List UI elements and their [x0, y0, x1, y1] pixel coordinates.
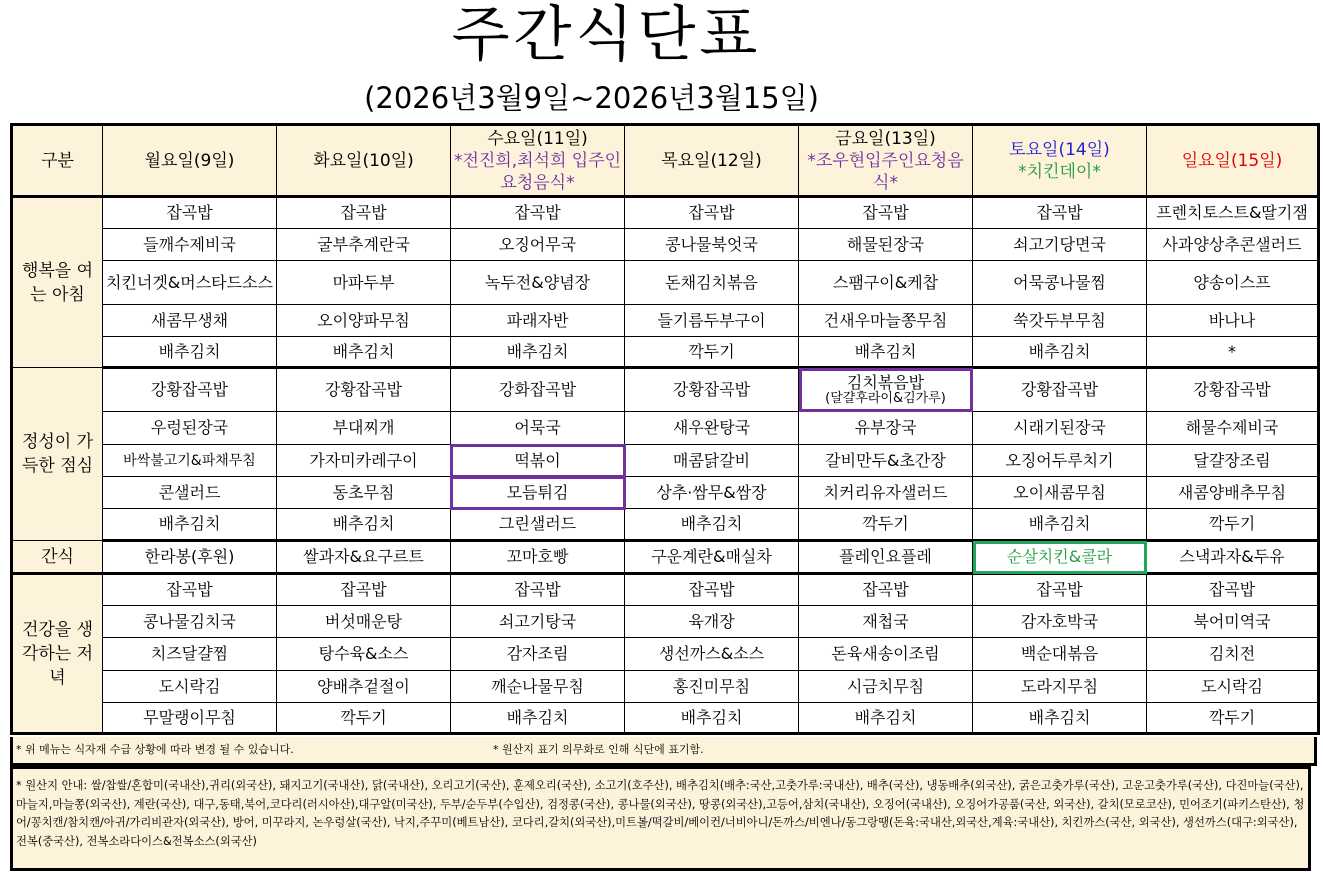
menu-cell: 돈육새송이조림: [799, 638, 973, 671]
day-label: 월요일(9일): [144, 150, 235, 171]
menu-cell: 들깨수제비국: [103, 229, 277, 261]
menu-cell: 재첩국: [799, 606, 973, 638]
menu-cell: 배추김치: [451, 703, 625, 734]
day-label: 목요일(12일): [661, 150, 762, 171]
menu-cell: 양송이스프: [1147, 261, 1319, 305]
menu-cell: 잡곡밥: [625, 197, 799, 229]
menu-cell: 오이양파무침: [277, 305, 451, 337]
lunch-label: 정성이 가득한 점심: [12, 368, 103, 541]
menu-cell: 잡곡밥: [451, 574, 625, 606]
menu-cell: 플레인요플레: [799, 541, 973, 574]
menu-cell: 돈채김치볶음: [625, 261, 799, 305]
menu-cell: 도시락김: [1147, 671, 1319, 703]
menu-cell: 잡곡밥: [277, 197, 451, 229]
menu-cell: 구운계란&매실차: [625, 541, 799, 574]
breakfast-row: [12, 197, 1319, 229]
menu-cell-highlight: 순살치킨&콜라: [973, 541, 1147, 574]
menu-cell: 꼬마호빵: [451, 541, 625, 574]
menu-cell: 배추김치: [103, 509, 277, 541]
menu-cell: 파래자반: [451, 305, 625, 337]
menu-cell: 쌀과자&요구르트: [277, 541, 451, 574]
menu-cell: 잡곡밥: [799, 574, 973, 606]
menu-item: 김치볶음밥: [846, 373, 925, 392]
menu-cell: 배추김치: [451, 337, 625, 368]
dinner-row: [12, 606, 1319, 638]
menu-cell: 강황잡곡밥: [625, 368, 799, 412]
menu-cell: 유부장국: [799, 412, 973, 445]
menu-cell: 잡곡밥: [973, 197, 1147, 229]
day-label: 화요일(10일): [313, 150, 414, 171]
menu-cell: 깍두기: [625, 337, 799, 368]
menu-cell: 치커리유자샐러드: [799, 477, 973, 509]
menu-cell: 어묵국: [451, 412, 625, 445]
menu-cell: 잡곡밥: [1147, 574, 1319, 606]
snack-row: [12, 541, 1319, 574]
day-header-fri: [799, 125, 973, 197]
lunch-row: [12, 412, 1319, 445]
breakfast-row: [12, 261, 1319, 305]
menu-cell: 우렁된장국: [103, 412, 277, 445]
menu-cell: 사과양상추콘샐러드: [1147, 229, 1319, 261]
header-row: [12, 125, 1319, 197]
menu-item-sub: (달걀후라이&김가루): [825, 391, 946, 406]
menu-cell: *: [1147, 337, 1319, 368]
day-label: 토요일(14일): [1009, 139, 1110, 160]
page-title: 주간식단표: [451, 0, 762, 70]
menu-cell: 잡곡밥: [277, 574, 451, 606]
menu-cell: 버섯매운탕: [277, 606, 451, 638]
day-label: 수요일(11일): [487, 128, 588, 149]
menu-cell: 바나나: [1147, 305, 1319, 337]
menu-cell: 스낵과자&두유: [1147, 541, 1319, 574]
menu-cell: 들기름두부구이: [625, 305, 799, 337]
menu-cell: 배추김치: [799, 703, 973, 734]
breakfast-row: [12, 229, 1319, 261]
menu-cell: 어묵콩나물찜: [973, 261, 1147, 305]
menu-cell: 오이새콤무침: [973, 477, 1147, 509]
menu-cell: 깍두기: [1147, 703, 1319, 734]
lunch-row: [12, 477, 1319, 509]
menu-cell: 쇠고기당면국: [973, 229, 1147, 261]
notice-left: * 위 메뉴는 식자재 수급 상황에 따라 변경 될 수 있습니다.: [16, 743, 294, 756]
dinner-row: [12, 638, 1319, 671]
menu-cell: 북어미역국: [1147, 606, 1319, 638]
lunch-row: [12, 509, 1319, 541]
day-note: *치킨데이*: [1018, 161, 1101, 182]
menu-cell: 배추김치: [625, 703, 799, 734]
menu-cell: 마파두부: [277, 261, 451, 305]
menu-cell: 강황잡곡밥: [103, 368, 277, 412]
menu-cell: 강황잡곡밥: [277, 368, 451, 412]
menu-cell: 양배추겉절이: [277, 671, 451, 703]
menu-cell: 감자호박국: [973, 606, 1147, 638]
menu-cell: 매콤닭갈비: [625, 445, 799, 477]
menu-cell: 잡곡밥: [103, 197, 277, 229]
menu-cell: 도시락김: [103, 671, 277, 703]
dinner-row: [12, 703, 1319, 734]
menu-cell: 새콤양배추무침: [1147, 477, 1319, 509]
menu-cell: 강황잡곡밥: [973, 368, 1147, 412]
menu-cell: 콘샐러드: [103, 477, 277, 509]
menu-cell: 강황잡곡밥: [1147, 368, 1319, 412]
menu-cell: 콩나물김치국: [103, 606, 277, 638]
day-note: *조우현입주인요청음식*: [807, 150, 964, 193]
menu-cell: 건새우마늘쫑무침: [799, 305, 973, 337]
breakfast-row: [12, 305, 1319, 337]
menu-cell: 쇠고기탕국: [451, 606, 625, 638]
menu-cell: 잡곡밥: [103, 574, 277, 606]
menu-cell: 달걀장조림: [1147, 445, 1319, 477]
menu-cell: 배추김치: [973, 703, 1147, 734]
menu-cell: 깍두기: [1147, 509, 1319, 541]
menu-cell: 가자미카레구이: [277, 445, 451, 477]
breakfast-label: 행복을 여는 아침: [12, 197, 103, 368]
menu-cell-highlight: 모듬튀김: [451, 477, 625, 509]
menu-period: (2026년3월9일~2026년3월15일): [364, 81, 819, 115]
snack-label: 간식: [12, 541, 103, 574]
menu-cell: 새콤무생채: [103, 305, 277, 337]
menu-cell: 육개장: [625, 606, 799, 638]
menu-cell: 강화잡곡밥: [451, 368, 625, 412]
menu-cell: 잡곡밥: [451, 197, 625, 229]
menu-cell: 배추김치: [973, 509, 1147, 541]
menu-cell: 잡곡밥: [973, 574, 1147, 606]
menu-cell: 생선까스&소스: [625, 638, 799, 671]
category-header: 구분: [12, 125, 103, 197]
menu-cell: 녹두전&양념장: [451, 261, 625, 305]
menu-cell: 상추·쌈무&쌈장: [625, 477, 799, 509]
menu-cell: 깍두기: [799, 509, 973, 541]
menu-cell: 무말랭이무침: [103, 703, 277, 734]
menu-cell: 감자조림: [451, 638, 625, 671]
menu-cell: 배추김치: [799, 337, 973, 368]
menu-cell: 깨순나물무침: [451, 671, 625, 703]
menu-cell: 도라지무침: [973, 671, 1147, 703]
day-note: *전진희,최석희 입주인요청음식*: [453, 150, 622, 193]
menu-cell: 홍진미무침: [625, 671, 799, 703]
menu-cell: 배추김치: [277, 509, 451, 541]
menu-cell: 해물된장국: [799, 229, 973, 261]
menu-cell: 콩나물북엇국: [625, 229, 799, 261]
dinner-label: 건강을 생각하는 저녁: [12, 574, 103, 734]
menu-cell: 배추김치: [103, 337, 277, 368]
day-header-thu: [625, 125, 799, 197]
menu-cell: 치즈달걀찜: [103, 638, 277, 671]
menu-cell: 새우완탕국: [625, 412, 799, 445]
menu-cell: 오징어무국: [451, 229, 625, 261]
day-header-wed: [451, 125, 625, 197]
menu-cell: 프렌치토스트&딸기잼: [1147, 197, 1319, 229]
menu-cell: 깍두기: [277, 703, 451, 734]
menu-cell-highlight: 떡볶이: [451, 445, 625, 477]
menu-cell-highlight: [799, 368, 973, 412]
menu-cell: 바싹불고기&파채무침: [103, 445, 277, 477]
menu-cell: 시래기된장국: [973, 412, 1147, 445]
menu-cell: 백순대볶음: [973, 638, 1147, 671]
menu-cell: 부대찌개: [277, 412, 451, 445]
menu-cell: 탕수육&소스: [277, 638, 451, 671]
dinner-row: [12, 671, 1319, 703]
menu-cell: 오징어두루치기: [973, 445, 1147, 477]
breakfast-row: [12, 337, 1319, 368]
day-header-tue: [277, 125, 451, 197]
origin-info: * 원산지 안내: 쌀/찹쌀/혼합미(국내산),귀리(외국산), 돼지고기(국내산), 닭(국내산), 오리고기(국산), 훈제오리(국산), 소고기(호주산), 배추김치(배추:국산,고춧가루:국내산), 배추(국산), 냉동배추(외국산), 굵은고춧가루(국산), 고운고춧가루(국산), 다진마늘(국산), 마늘지,마늘쫑(외국산), 계란(국산), 대구,동태,북어,코다리(러시아산),대구알(미국산), 두부/순두부(수입산), 검정콩(국산), 콩나물(외국산), 땅콩(외국산),고등어,삼치(국내산), 오징어(국내산), 오징어가공품(국산, 외국산), 갈치(모로코산), 민어조기(파키스탄산), 청어/꽁치캔/참치캔/아귀/가리비관자(외국산), 방어, 미꾸라지, 논우렁살(국산), 낙지,주꾸미(베트남산), 코다리,갈치(외국산),미트볼/떡갈비/베이컨/너비아니/돈까스/비엔나/동그랑땡(돈육:국내산,외국산,계육:국내산), 치킨까스(국산, 외국산), 생선까스(대구:외국산), 전복(중국산), 전복소라다이스&전복소스(외국산): [10, 766, 1311, 871]
lunch-row: [12, 368, 1319, 412]
menu-cell: 갈비만두&초간장: [799, 445, 973, 477]
menu-cell: 해물수제비국: [1147, 412, 1319, 445]
day-header-sat: [973, 125, 1147, 197]
menu-cell: 쑥갓두부무침: [973, 305, 1147, 337]
day-label: 금요일(13일): [835, 128, 936, 149]
notice-right: * 원산지 표기 의무화로 인해 식단에 표기함.: [493, 743, 704, 756]
day-header-sun: [1147, 125, 1319, 197]
menu-cell: 동초무침: [277, 477, 451, 509]
day-header-mon: [103, 125, 277, 197]
change-notice: [10, 737, 1317, 766]
menu-cell: 배추김치: [277, 337, 451, 368]
lunch-row: [12, 445, 1319, 477]
menu-cell: 배추김치: [625, 509, 799, 541]
menu-cell: 배추김치: [973, 337, 1147, 368]
menu-cell: 한라봉(후원): [103, 541, 277, 574]
menu-cell: 잡곡밥: [799, 197, 973, 229]
menu-cell: 스팸구이&케찹: [799, 261, 973, 305]
menu-cell: 김치전: [1147, 638, 1319, 671]
menu-cell: 그린샐러드: [451, 509, 625, 541]
menu-cell: 굴부추계란국: [277, 229, 451, 261]
weekly-menu-table: [10, 123, 1320, 735]
menu-cell: 잡곡밥: [625, 574, 799, 606]
day-label: 일요일(15일): [1181, 150, 1283, 171]
menu-cell: 치킨너겟&머스타드소스: [103, 261, 277, 305]
menu-cell: 시금치무침: [799, 671, 973, 703]
dinner-row: [12, 574, 1319, 606]
